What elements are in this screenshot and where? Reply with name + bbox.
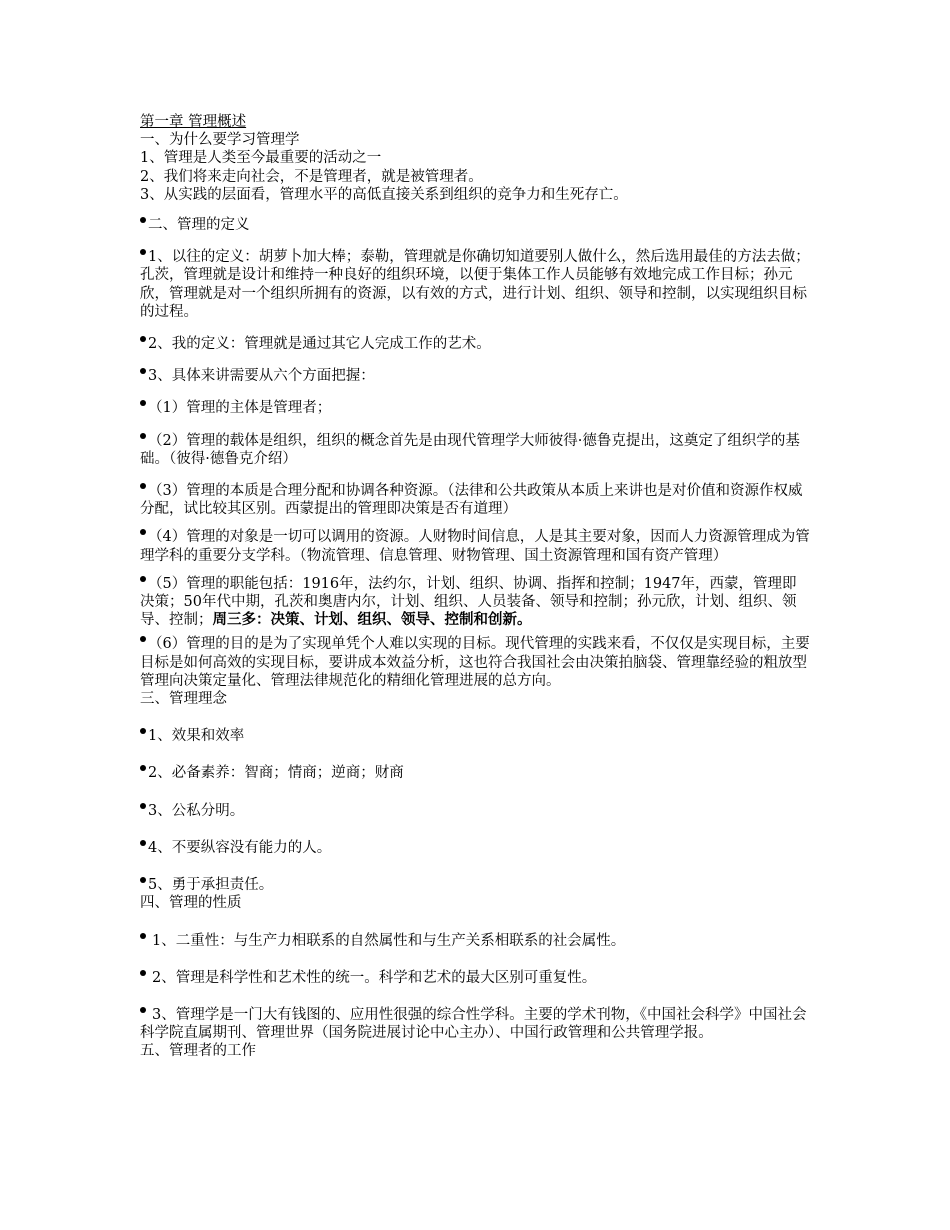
idea-item: 2、必备素养：智商；情商；逆商；财商	[148, 765, 404, 782]
bullet-paragraph	[140, 727, 810, 745]
document-body	[140, 113, 810, 1061]
aspect-1: （1）管理的主体是管理者；	[148, 400, 332, 417]
nature-item: 2、管理是科学性和艺术性的统一。科学和艺术的最大区别可重复性。	[152, 969, 597, 986]
section-heading-1: 一、为什么要学习管理学	[140, 132, 300, 149]
bullet-icon	[140, 765, 146, 771]
bullet-icon	[140, 336, 146, 342]
nature-item: 3、管理学是一门大有钱图的、应用性很强的综合性学科。主要的学术刊物，《中国社会科学》中国社会科学院直属期刊、管理世界（国务院进展讨论中心主办）、中国行政管理和公共管理学报。	[140, 1006, 807, 1042]
bullet-paragraph	[140, 367, 810, 385]
aspect-2: （2）管理的载体是组织，组织的概念首先是由现代管理学大师彼得·德鲁克提出，这奠定了组织学的基础。（彼得·德鲁克介绍）	[140, 432, 800, 467]
bullet-icon	[140, 217, 146, 223]
bullet-icon	[140, 728, 146, 734]
idea-item: 3、公私分明。	[148, 802, 245, 819]
list-item: 3、从实践的层面看，管理水平的高低直接关系到组织的竞争力和生死存亡。	[140, 186, 628, 203]
bullet-paragraph	[140, 876, 810, 894]
bullet-paragraph	[140, 764, 810, 782]
section-heading-4: 四、管理的性质	[140, 895, 242, 912]
bullet-paragraph	[140, 932, 810, 950]
idea-item: 5、勇于承担责任。	[148, 877, 274, 894]
six-aspects-intro: 3、具体来讲需要从六个方面把握：	[148, 368, 375, 385]
bullet-paragraph	[140, 335, 810, 353]
definition-mine: 2、我的定义：管理就是通过其它人完成工作的艺术。	[148, 336, 491, 353]
bullet-icon	[140, 877, 146, 883]
bullet-paragraph	[140, 399, 810, 417]
bullet-icon	[140, 576, 146, 582]
bullet-icon	[140, 636, 146, 642]
bullet-paragraph	[140, 575, 810, 630]
list-item: 2、我们将来走向社会，不是管理者，就是被管理者。	[140, 168, 483, 185]
bullet-paragraph	[140, 216, 810, 234]
nature-item: 1、二重性：与生产力相联系的自然属性和与生产关系相联系的社会属性。	[152, 932, 626, 949]
bullet-paragraph	[140, 482, 810, 518]
bullet-icon	[140, 483, 146, 489]
bullet-paragraph	[140, 528, 810, 564]
aspect-4: （4）管理的对象是一切可以调用的资源。人财物时间信息，人是其主要对象，因而人力资源管理成为管理学科的重要分支学科。（物流管理、信息管理、财物管理、国土资源管理和国有资产管理）	[140, 529, 810, 564]
bullet-paragraph	[140, 635, 810, 690]
section-heading-5: 五、管理者的工作	[140, 1043, 256, 1060]
bullet-icon	[140, 840, 146, 846]
bullet-paragraph	[140, 432, 810, 468]
bullet-paragraph	[140, 969, 810, 987]
aspect-6: （6）管理的目的是为了实现单凭个人难以实现的目标。现代管理的实践来看，不仅仅是实现目标，主要目标是如何高效的实现目标，要讲成本效益分析，这也符合我国社会由决策拍脑袋、管理靠经验的粗放型管理向决策定量化、管理法律规范化的精细化管理进展的总方向。	[140, 636, 810, 689]
aspect-3: （3）管理的本质是合理分配和协调各种资源。（法律和公共政策从本质上来讲也是对价值和资源作权威分配，试比较其区别。西蒙提出的管理即决策是否有道理）	[140, 483, 803, 518]
aspect-5: （5）管理的职能包括：1916年，法约尔，计划、组织、协调、指挥和控制；1947年，西蒙，管理即决策；50年代中期，孔茨和奥唐内尔，计划、组织、人员装备、领导和控制；孙元欣，计划、组织、领导、控制；	[140, 575, 797, 629]
bullet-icon	[140, 249, 146, 255]
bullet-icon	[140, 933, 146, 939]
idea-item: 1、效果和效率	[148, 728, 245, 745]
idea-item: 4、不要纵容没有能力的人。	[148, 839, 332, 856]
definition-old: 1、以往的定义：胡萝卜加大棒；泰勒，管理就是你确切知道要别人做什么，然后选用最佳的方法去做；孔茨，管理就是设计和维持一种良好的组织环境，以便于集体工作人员能够有效地完成工作目标；孙元欣，管理就是对一个组织所拥有的资源，以有效的方式，进行计划、组织、领导和控制，以实现组织目标的过程。	[140, 249, 810, 320]
bullet-icon	[140, 529, 146, 535]
bullet-icon	[140, 803, 146, 809]
bullet-paragraph	[140, 248, 810, 321]
bullet-icon	[140, 433, 146, 439]
bullet-paragraph	[140, 802, 810, 820]
bullet-paragraph	[140, 839, 810, 857]
bullet-paragraph	[140, 1006, 810, 1042]
chapter-title: 第一章 管理概述	[140, 114, 247, 130]
section-heading-3: 三、管理理念	[140, 691, 227, 708]
bullet-icon	[140, 400, 146, 406]
section-heading-2: 二、管理的定义	[148, 217, 250, 234]
bullet-icon	[140, 1007, 146, 1013]
list-item: 1、管理是人类至今最重要的活动之一	[140, 150, 382, 167]
bullet-icon	[140, 368, 146, 374]
bullet-icon	[140, 970, 146, 976]
aspect-5-bold: 周三多：决策、计划、组织、领导、控制和创新。	[212, 611, 532, 629]
